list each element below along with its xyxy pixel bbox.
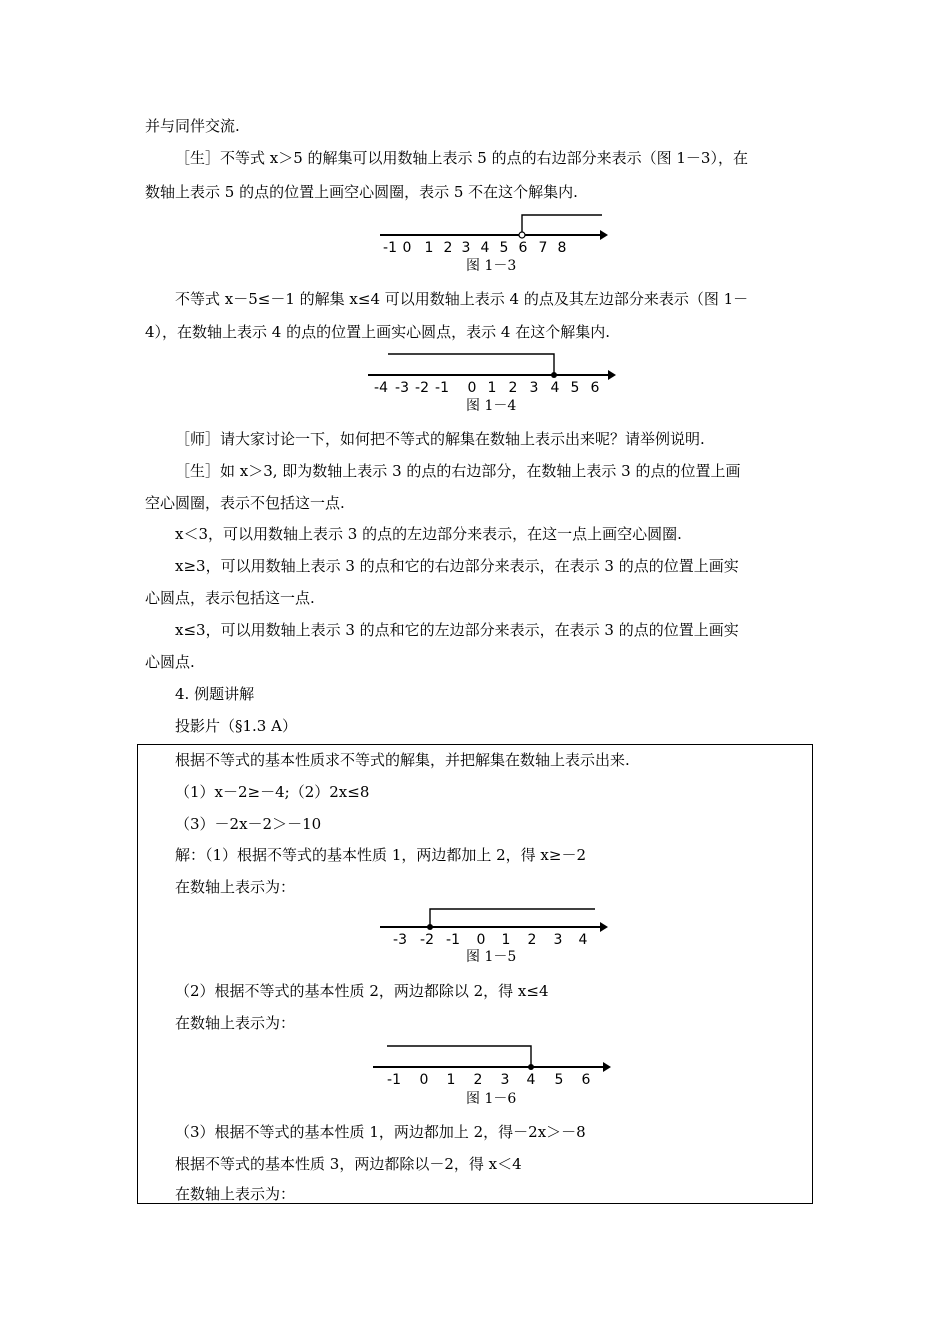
tick-label: 3 (500, 1072, 510, 1088)
tick-label: 3 (529, 380, 539, 396)
tick-label: 4 (480, 240, 490, 256)
text-line: ［生］如 x＞3, 即为数轴上表示 3 的点的右边部分，在数轴上表示 3 的点的位置上画 (175, 462, 741, 480)
tick-label: 5 (570, 380, 580, 396)
number-line-figure-1-6 (370, 1040, 620, 1088)
tick-label: 0 (467, 380, 477, 396)
text-line: 根据不等式的基本性质 3，两边都除以－2，得 x＜4 (175, 1155, 522, 1173)
text-line: ［师］请大家讨论一下，如何把不等式的解集在数轴上表示出来呢？请举例说明. (175, 430, 705, 448)
text-line: 空心圆圈，表示不包括这一点. (145, 494, 345, 512)
text-line: 投影片（§1.3 A） (175, 717, 297, 735)
tick-label: 2 (527, 932, 537, 948)
text-line: 在数轴上表示为： (175, 878, 296, 896)
text-line: （1）x－2≥－4;（2）2x≤8 (175, 783, 370, 801)
tick-label: -1 (446, 932, 460, 948)
tick-label: 0 (419, 1072, 429, 1088)
tick-label: -1 (387, 1072, 401, 1088)
text-line: （3）根据不等式的基本性质 1，两边都加上 2，得－2x＞－8 (175, 1123, 586, 1141)
tick-label: 1 (501, 932, 511, 948)
text-line: 不等式 x－5≤－1 的解集 x≤4 可以用数轴上表示 4 的点及其左边部分来表示（图 1－ (175, 290, 749, 308)
figure-caption: 图 1－5 (466, 949, 517, 965)
tick-label: 0 (476, 932, 486, 948)
text-line: 并与同伴交流. (145, 117, 240, 135)
text-line: （3）－2x－2＞－10 (175, 815, 322, 833)
tick-label: 8 (557, 240, 567, 256)
tick-label: 1 (487, 380, 497, 396)
tick-label: 2 (443, 240, 453, 256)
tick-label: 3 (461, 240, 471, 256)
text-line: ［生］不等式 x＞5 的解集可以用数轴上表示 5 的点的右边部分来表示（图 1－3），在 (175, 149, 748, 167)
tick-label: 4 (526, 1072, 536, 1088)
tick-label: -3 (393, 932, 407, 948)
tick-label: 4 (550, 380, 560, 396)
section-heading: 4. 例题讲解 (175, 685, 255, 703)
tick-label: 2 (508, 380, 518, 396)
tick-labels (387, 1072, 591, 1088)
number-line-figure-1-4 (360, 348, 625, 396)
text-line: （2）根据不等式的基本性质 2，两边都除以 2，得 x≤4 (175, 982, 549, 1000)
tick-labels (374, 380, 600, 396)
text-line: 心圆点，表示包括这一点. (145, 589, 315, 607)
tick-label: -3 (395, 380, 409, 396)
hollow-point (519, 232, 525, 238)
solid-point (551, 372, 557, 378)
tick-label: 1 (446, 1072, 456, 1088)
tick-label: 3 (553, 932, 563, 948)
text-line: 数轴上表示 5 的点的位置上画空心圆圈，表示 5 不在这个解集内. (145, 183, 578, 201)
solution-ray (430, 909, 595, 927)
tick-label: 5 (499, 240, 509, 256)
solution-ray (387, 1046, 531, 1067)
solid-point (528, 1064, 534, 1070)
tick-label: 2 (473, 1072, 483, 1088)
tick-label: 6 (581, 1072, 591, 1088)
solution-ray (522, 215, 602, 235)
tick-label: -4 (374, 380, 388, 396)
figure-caption: 图 1－6 (466, 1091, 517, 1107)
tick-label: -2 (415, 380, 429, 396)
text-line: 在数轴上表示为： (175, 1014, 296, 1032)
tick-label: 7 (538, 240, 548, 256)
text-line: x＜3，可以用数轴上表示 3 的点的左边部分来表示，在这一点上画空心圆圈. (175, 525, 682, 543)
text-line: 在数轴上表示为： (175, 1185, 296, 1203)
tick-label: 0 (402, 240, 412, 256)
tick-label: 6 (590, 380, 600, 396)
tick-labels (393, 932, 588, 948)
number-line-figure-1-5 (375, 902, 620, 950)
tick-label: -1 (383, 240, 397, 256)
text-line: x≥3，可以用数轴上表示 3 的点和它的右边部分来表示，在表示 3 的点的位置上画实 (175, 557, 739, 575)
tick-label: 6 (518, 240, 528, 256)
text-line: 4），在数轴上表示 4 的点的位置上画实心圆点，表示 4 在这个解集内. (145, 323, 610, 341)
figure-caption: 图 1－3 (466, 258, 517, 274)
text-line: 解：（1）根据不等式的基本性质 1，两边都加上 2，得 x≥－2 (175, 846, 587, 864)
solid-point (427, 924, 433, 930)
tick-label: -2 (420, 932, 434, 948)
text-line: x≤3，可以用数轴上表示 3 的点和它的左边部分来表示，在表示 3 的点的位置上画实 (175, 621, 739, 639)
tick-label: 1 (424, 240, 434, 256)
text-line: 心圆点. (145, 653, 195, 671)
figure-caption: 图 1－4 (466, 398, 517, 414)
text-line: 根据不等式的基本性质求不等式的解集，并把解集在数轴上表示出来. (175, 751, 630, 769)
tick-labels (383, 240, 566, 256)
tick-label: -1 (435, 380, 449, 396)
tick-label: 5 (554, 1072, 564, 1088)
number-line-figure-1-3 (370, 208, 620, 256)
solution-ray (388, 354, 554, 375)
tick-label: 4 (578, 932, 588, 948)
